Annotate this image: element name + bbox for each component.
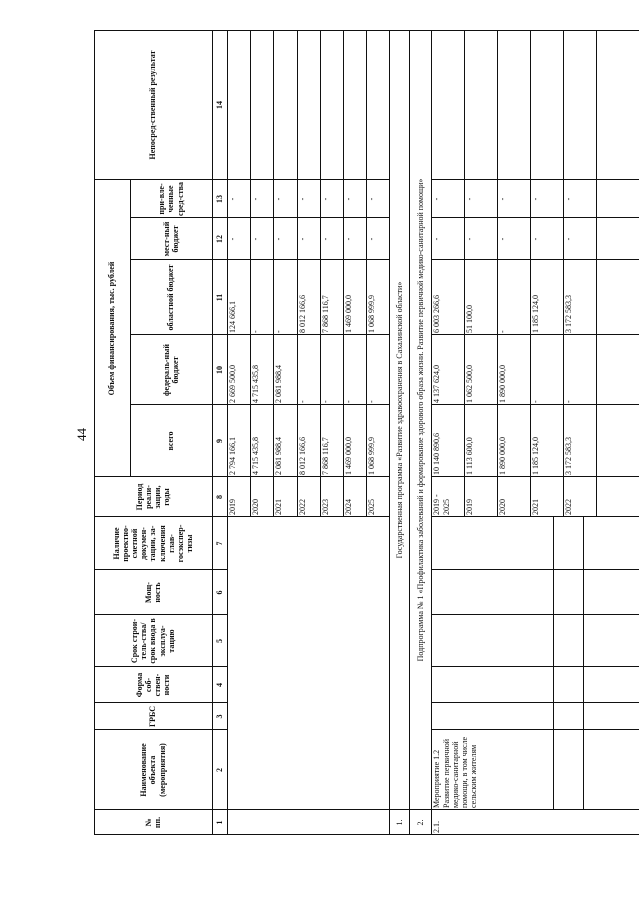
table-rule-vertical [431, 729, 639, 730]
table-rule-vertical [431, 569, 639, 570]
column-number: 7 [214, 541, 224, 546]
table-rule-horizontal [273, 30, 274, 517]
cell-total: 1 890 000,0 [498, 437, 508, 475]
financing-table [94, 30, 639, 835]
cell-attracted: - [564, 197, 574, 201]
column-number: 8 [214, 495, 224, 499]
table-rule-vertical [227, 179, 389, 180]
cell-local: - [465, 237, 475, 241]
table-rule-vertical [130, 217, 227, 218]
table-rule-vertical [94, 179, 227, 180]
column-number: 12 [214, 235, 224, 243]
cell-attracted: - [297, 197, 307, 201]
header-col-documentation: Наличие проектно-сметной докумен-тации, за-ключения глав-госэкспер-тизы [111, 524, 195, 563]
table-rule-vertical [431, 179, 639, 180]
header-col-period: Период реали-зации, годы [134, 483, 172, 511]
section-title-program: Государственная программа «Развитие здравоохранения в Сахалинской области» [394, 281, 404, 559]
column-number: 13 [214, 195, 224, 203]
table-rule-horizontal [343, 30, 344, 517]
table-rule-vertical [431, 476, 639, 477]
cell-federal: 4 137 624,0 [432, 365, 442, 403]
cell-regional: 7 868 116,7 [320, 295, 330, 333]
cell-federal: - [320, 400, 330, 403]
header-col-result: Непосред-ственный результат [148, 50, 158, 160]
cell-period: 2024 [344, 499, 353, 515]
cell-local: - [367, 237, 377, 241]
table-rule-vertical [94, 614, 227, 615]
cell-federal: 1 062 500,0 [465, 365, 475, 403]
cell-period: 2021 [531, 499, 541, 515]
table-rule-vertical [227, 404, 389, 405]
table-rule-vertical [94, 809, 227, 810]
cell-federal: 2 669 500,0 [228, 365, 237, 403]
header-col-total: всего [166, 431, 176, 451]
header-col-federal: федераль-ный бюджет [161, 344, 180, 396]
cell-total: 2 081 988,4 [274, 437, 284, 475]
table-rule-vertical [431, 217, 639, 218]
column-number: 4 [214, 683, 224, 687]
cell-period: 2020 [251, 499, 261, 515]
measure-name: Мероприятие 1.2 Развитие первичной медико-санитарной помощи, в том числе сельским жителям [432, 736, 479, 808]
table-rule-horizontal [497, 30, 498, 517]
table-rule-vertical [130, 259, 227, 260]
cell-regional: 51 100,0 [465, 305, 475, 333]
cell-federal: - [367, 400, 377, 403]
column-number: 2 [214, 768, 224, 772]
cell-total: 1 185 124,0 [531, 437, 541, 475]
cell-local: - [432, 237, 442, 241]
cell-federal: - [297, 400, 307, 403]
cell-federal: 2 081 988,4 [274, 365, 284, 403]
cell-regional: - [274, 330, 284, 333]
table-rule-vertical [431, 702, 639, 703]
cell-total: 7 868 116,7 [320, 437, 330, 475]
section-number: 1. [394, 819, 404, 826]
cell-regional: 8 012 166,6 [297, 295, 307, 333]
cell-local: - [320, 237, 330, 241]
cell-period: 2019 [465, 499, 475, 515]
cell-local: - [274, 237, 284, 241]
cell-attracted: - [274, 197, 284, 201]
column-number: 1 [214, 820, 224, 825]
cell-total: 4 715 435,8 [251, 437, 261, 475]
table-rule-vertical [94, 834, 639, 835]
table-rule-horizontal [409, 30, 410, 835]
cell-regional: 3 172 583,3 [564, 295, 574, 333]
cell-regional: 1 185 124,0 [531, 295, 541, 333]
column-number: 10 [214, 366, 224, 374]
table-rule-horizontal [389, 30, 390, 835]
cell-period: 2020 [498, 499, 508, 515]
cell-local: - [251, 237, 261, 241]
header-col-name: Наименование объекта (мероприятия) [139, 743, 167, 797]
cell-attracted: - [498, 197, 508, 201]
cell-period: 2021 [274, 499, 284, 515]
cell-attracted: - [432, 197, 442, 201]
cell-regional: 1 469 000,0 [344, 295, 353, 333]
cell-attracted: - [320, 197, 330, 201]
column-number: 5 [214, 639, 224, 643]
cell-local: - [344, 237, 353, 241]
header-col-capacity: Мощ-ность [143, 582, 162, 603]
cell-regional: - [251, 330, 261, 333]
cell-regional: 1 068 999,9 [367, 295, 377, 333]
cell-attracted: - [344, 197, 353, 201]
table-rule-vertical [431, 614, 639, 615]
table-rule-horizontal [320, 30, 321, 517]
cell-period: 2025 [367, 499, 377, 515]
header-col-local: мест-ный бюджет [161, 221, 180, 257]
table-rule-horizontal [130, 180, 131, 477]
table-rule-vertical [130, 334, 227, 335]
column-number: 9 [214, 439, 224, 443]
table-rule-vertical [227, 334, 389, 335]
table-rule-vertical [227, 217, 389, 218]
section-title-subprogram: Подпрограмма № 1 «Профилактика заболеваний и формирование здорового образа жизни. Развитие первичной медико-санитарной помощи» [415, 178, 425, 662]
cell-federal: - [344, 400, 353, 403]
table-rule-horizontal [530, 30, 531, 517]
table-rule-vertical [227, 516, 389, 517]
table-rule-horizontal [563, 30, 564, 517]
cell-total: 10 140 890,6 [432, 433, 442, 475]
cell-total: 1 068 999,9 [367, 437, 377, 475]
cell-total: 3 172 583,3 [564, 437, 574, 475]
section-number: 2. [415, 819, 425, 826]
cell-attracted: - [367, 197, 377, 201]
table-rule-horizontal [94, 30, 95, 835]
table-rule-horizontal [227, 30, 228, 835]
table-rule-vertical [94, 729, 227, 730]
cell-local: - [531, 237, 541, 241]
header-funding-group: Объем финансирования, тыс. рублей [107, 261, 117, 396]
cell-regional: 124 666,1 [228, 301, 237, 333]
table-rule-horizontal [212, 30, 213, 835]
column-number: 3 [214, 714, 224, 719]
cell-total: 1 113 600,0 [465, 437, 475, 475]
table-rule-vertical [94, 569, 227, 570]
header-col-number: № пп. [143, 816, 162, 829]
table-rule-horizontal [250, 30, 251, 517]
header-col-ownership: Форма соб-ствен-ности [134, 672, 172, 698]
table-rule-horizontal [596, 30, 597, 517]
cell-federal: - [531, 400, 541, 403]
table-rule-vertical [94, 702, 227, 703]
cell-period: 2019 - 2025 [432, 494, 451, 515]
table-rule-vertical [431, 516, 639, 517]
table-rule-horizontal [553, 517, 554, 810]
cell-local: - [564, 237, 574, 241]
table-rule-vertical [94, 666, 227, 667]
cell-total: 8 012 166,6 [297, 437, 307, 475]
table-rule-horizontal [464, 30, 465, 517]
header-col-attracted: при-вле-ченные сред-ства [157, 182, 185, 216]
cell-local: - [297, 237, 307, 241]
cell-regional: - [498, 330, 508, 333]
cell-period: 2023 [320, 499, 330, 515]
table-rule-vertical [227, 259, 389, 260]
column-number: 6 [214, 590, 224, 595]
cell-federal: - [564, 400, 574, 403]
cell-regional: 6 003 266,6 [432, 295, 442, 333]
table-rule-vertical [94, 516, 227, 517]
column-number: 14 [214, 101, 224, 109]
header-col-term: Срок строи-тель-ства/срок ввода в эксплуа-тацию [130, 618, 176, 664]
table-rule-horizontal [366, 30, 367, 517]
table-rule-vertical [431, 259, 639, 260]
cell-attracted: - [228, 197, 237, 201]
cell-attracted: - [531, 197, 541, 201]
cell-local: - [228, 237, 237, 241]
table-rule-horizontal [297, 30, 298, 517]
cell-attracted: - [251, 197, 261, 201]
measure-number: 2.1. [432, 821, 442, 833]
page-number: 44 [74, 428, 89, 441]
table-rule-vertical [431, 334, 639, 335]
table-rule-horizontal [583, 517, 584, 810]
cell-period: 2022 [297, 499, 307, 515]
table-rule-vertical [130, 404, 227, 405]
table-viewport [94, 30, 639, 835]
cell-attracted: - [465, 197, 475, 201]
table-rule-horizontal [431, 30, 432, 835]
cell-total: 2 794 166,1 [228, 437, 237, 475]
table-rule-vertical [431, 404, 639, 405]
cell-federal: 1 890 000,0 [498, 365, 508, 403]
table-rule-vertical [94, 476, 227, 477]
cell-period: 2019 [228, 499, 237, 515]
cell-federal: 4 715 435,8 [251, 365, 261, 403]
header-col-grbs: ГРБС [148, 706, 158, 727]
table-rule-vertical [431, 666, 639, 667]
cell-local: - [498, 237, 508, 241]
header-col-regional: областной бюджет [166, 264, 176, 331]
column-number: 11 [214, 293, 224, 302]
cell-period: 2022 [564, 499, 574, 515]
cell-total: 1 469 000,0 [344, 437, 353, 475]
table-rule-vertical [227, 476, 389, 477]
table-rule-vertical [227, 809, 639, 810]
